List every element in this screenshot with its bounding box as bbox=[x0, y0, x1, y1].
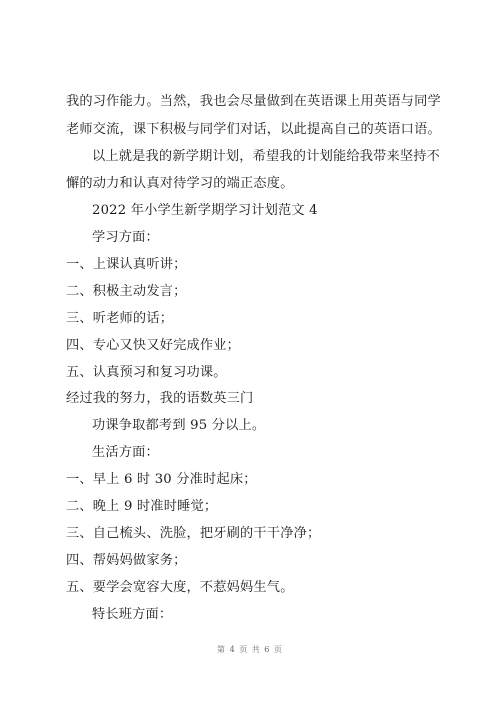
study-item: 三、听老师的话； bbox=[66, 311, 174, 326]
paragraph-line: 我的习作能力。当然，我也会尽量做到在英语课上用英语与同学 bbox=[66, 94, 441, 109]
study-item: 一、上课认真听讲； bbox=[66, 257, 187, 272]
page-footer: 第 4 页 共 6 页 bbox=[217, 645, 283, 654]
study-heading: 学习方面： bbox=[92, 230, 159, 245]
paragraph-line: 老师交流，课下积极与同学们对话，以此提高自己的英语口语。 bbox=[66, 122, 441, 137]
life-item: 三、自己梳头、洗脸，把牙刷的干干净净； bbox=[66, 526, 321, 541]
life-item: 五、要学会宽容大度，不惹妈妈生气。 bbox=[66, 580, 294, 595]
life-item: 四、帮妈妈做家务； bbox=[66, 553, 187, 568]
paragraph-line: 懈的动力和认真对待学习的端正态度。 bbox=[66, 176, 294, 191]
life-item: 一、早上 6 时 30 分准时起床； bbox=[66, 472, 257, 487]
section-title: 2022 年小学生新学期学习计划范文 4 bbox=[92, 203, 318, 218]
life-heading: 生活方面： bbox=[92, 445, 159, 460]
study-item: 五、认真预习和复习功课。 bbox=[66, 365, 227, 380]
effort-line: 功课争取都考到 95 分以上。 bbox=[92, 418, 266, 433]
study-item: 四、专心又快又好完成作业； bbox=[66, 338, 241, 353]
effort-line: 经过我的努力，我的语数英三门 bbox=[66, 391, 254, 406]
life-item: 二、晚上 9 时准时睡觉； bbox=[66, 499, 218, 514]
study-item: 二、积极主动发言； bbox=[66, 284, 187, 299]
paragraph-line: 以上就是我的新学期计划，希望我的计划能给我带来坚持不 bbox=[92, 149, 441, 164]
special-heading: 特长班方面： bbox=[92, 607, 173, 622]
